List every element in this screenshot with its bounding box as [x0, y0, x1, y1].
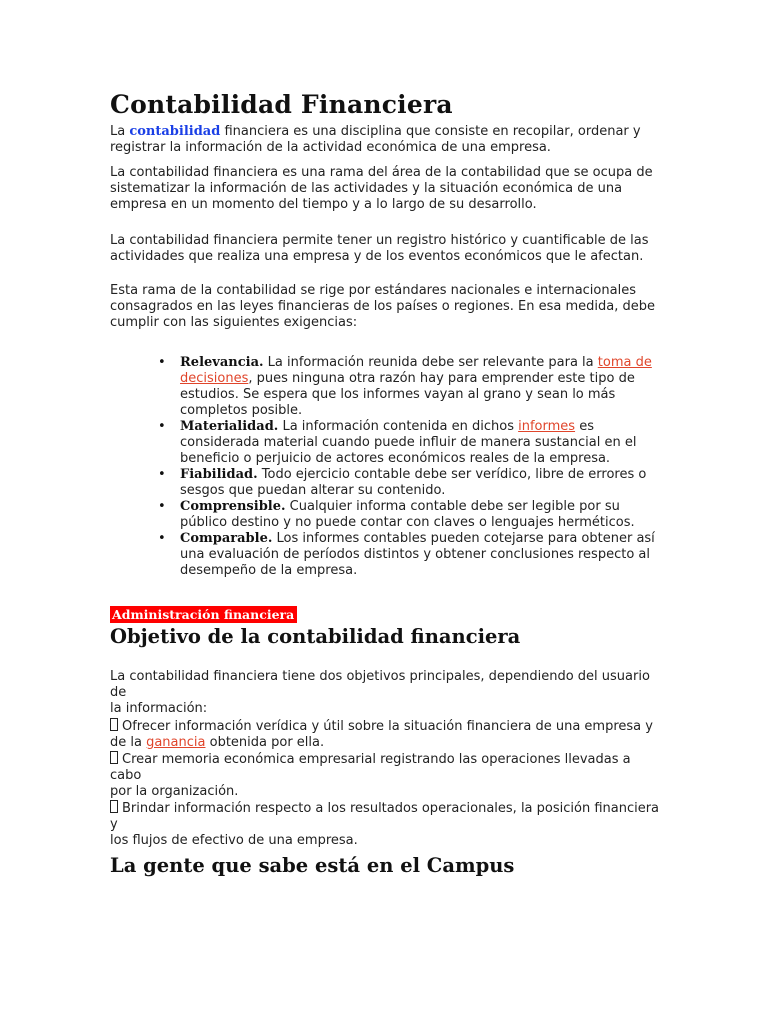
text: Ofrecer información verídica y útil sobre la situación financiera de una empresa y: [122, 719, 653, 734]
list-item-comparable: [158, 531, 662, 579]
bullet-icon: •: [158, 419, 166, 434]
text: beneficio o perjuicio de actores económicos reales de la empresa.: [180, 451, 611, 466]
requirement-term: Materialidad.: [180, 419, 279, 434]
intro-prefix: La: [110, 124, 130, 139]
intro-rest: financiera es una disciplina que consiste en recopilar, ordenar y: [220, 124, 641, 139]
objective-item: [110, 718, 662, 751]
paragraph-line: La contabilidad financiera permite tener un registro histórico y cuantificable de las: [110, 233, 649, 248]
text: Crear memoria económica empresarial registrando las operaciones llevadas a cabo: [110, 752, 631, 783]
list-item-fiabilidad: [158, 467, 662, 499]
text: Cualquier informa contable debe ser legible por su: [285, 499, 620, 514]
paragraph-line: La contabilidad financiera tiene dos objetivos principales, dependiendo del usuario de: [110, 669, 650, 700]
paragraph-estandares: [110, 283, 662, 331]
text: La información contenida en dichos: [278, 419, 519, 434]
bullet-icon: •: [158, 355, 166, 370]
contabilidad-keyword[interactable]: contabilidad: [129, 124, 221, 139]
section-tag-administracion[interactable]: Administración financiera: [110, 606, 297, 623]
text: desempeño de la empresa.: [180, 563, 358, 578]
text: La información reunida debe ser relevante para la: [263, 355, 598, 370]
requirement-term: Comprensible.: [180, 499, 286, 514]
text: por la organización.: [110, 784, 239, 799]
text: estudios. Se espera que los informes vayan al grano y sean lo más: [180, 387, 616, 402]
intro-paragraph: [110, 124, 662, 156]
objective-item: [110, 751, 662, 800]
paragraph-rama: [110, 165, 662, 213]
objective-item: [110, 800, 662, 849]
paragraph-line: sistematizar la información de las actividades y la situación económica de una: [110, 181, 623, 196]
bullet-icon: •: [158, 467, 166, 482]
text: Todo ejercicio contable debe ser verídico, libre de errores o: [257, 467, 647, 482]
missing-glyph-icon: [110, 718, 118, 731]
text: obtenida por ella.: [205, 735, 325, 750]
text: considerada material cuando puede influir de manera sustancial en el: [180, 435, 637, 450]
missing-glyph-icon: [110, 800, 118, 813]
paragraph-line: consagrados en las leyes financieras de los países o regiones. En esa medida, debe: [110, 299, 655, 314]
paragraph-line: la información:: [110, 701, 208, 716]
requirement-term: Fiabilidad.: [180, 467, 258, 482]
paragraph-line: cumplir con las siguientes exigencias:: [110, 315, 358, 330]
text: es: [575, 419, 594, 434]
text: una evaluación de períodos distintos y obtener conclusiones respecto al: [180, 547, 650, 562]
text: de la: [110, 735, 147, 750]
bullet-icon: •: [158, 531, 166, 546]
text: Los informes contables pueden cotejarse para obtener así: [272, 531, 655, 546]
text: sesgos que puedan alterar su contenido.: [180, 483, 446, 498]
requirements-list: [158, 355, 662, 579]
toma-de-decisiones-link[interactable]: toma de: [597, 355, 652, 370]
text: , pues ninguna otra razón hay para emprender este tipo de: [248, 371, 635, 386]
text: completos posible.: [180, 403, 303, 418]
document-title: Contabilidad Financiera: [110, 90, 453, 119]
toma-de-decisiones-link-cont[interactable]: decisiones: [180, 371, 249, 386]
requirement-term: Comparable.: [180, 531, 273, 546]
campus-heading: La gente que sabe está en el Campus: [110, 854, 515, 877]
paragraph-line: empresa en un momento del tiempo y a lo largo de su desarrollo.: [110, 197, 537, 212]
text: los flujos de efectivo de una empresa.: [110, 833, 358, 848]
text: Brindar información respecto a los resultados operacionales, la posición financiera y: [110, 801, 660, 832]
paragraph-registro: [110, 233, 662, 265]
list-item-materialidad: [158, 419, 662, 467]
objectives-block: [110, 718, 662, 849]
paragraph-line: actividades que realiza una empresa y de los eventos económicos que le afectan.: [110, 249, 644, 264]
text: público destino y no puede contar con claves o lenguajes herméticos.: [180, 515, 635, 530]
requirement-term: Relevancia.: [180, 355, 264, 370]
objectives-intro: [110, 669, 662, 717]
paragraph-line: La contabilidad financiera es una rama del área de la contabilidad que se ocupa de: [110, 165, 653, 180]
paragraph-line: Esta rama de la contabilidad se rige por estándares nacionales e internacionales: [110, 283, 636, 298]
bullet-icon: •: [158, 499, 166, 514]
ganancia-link[interactable]: ganancia: [146, 735, 206, 750]
section-title: Objetivo de la contabilidad financiera: [110, 625, 521, 648]
informes-link[interactable]: informes: [518, 419, 576, 434]
list-item-relevancia: [158, 355, 662, 419]
list-item-comprensible: [158, 499, 662, 531]
intro-line-2: registrar la información de la actividad económica de una empresa.: [110, 140, 551, 155]
missing-glyph-icon: [110, 751, 118, 764]
